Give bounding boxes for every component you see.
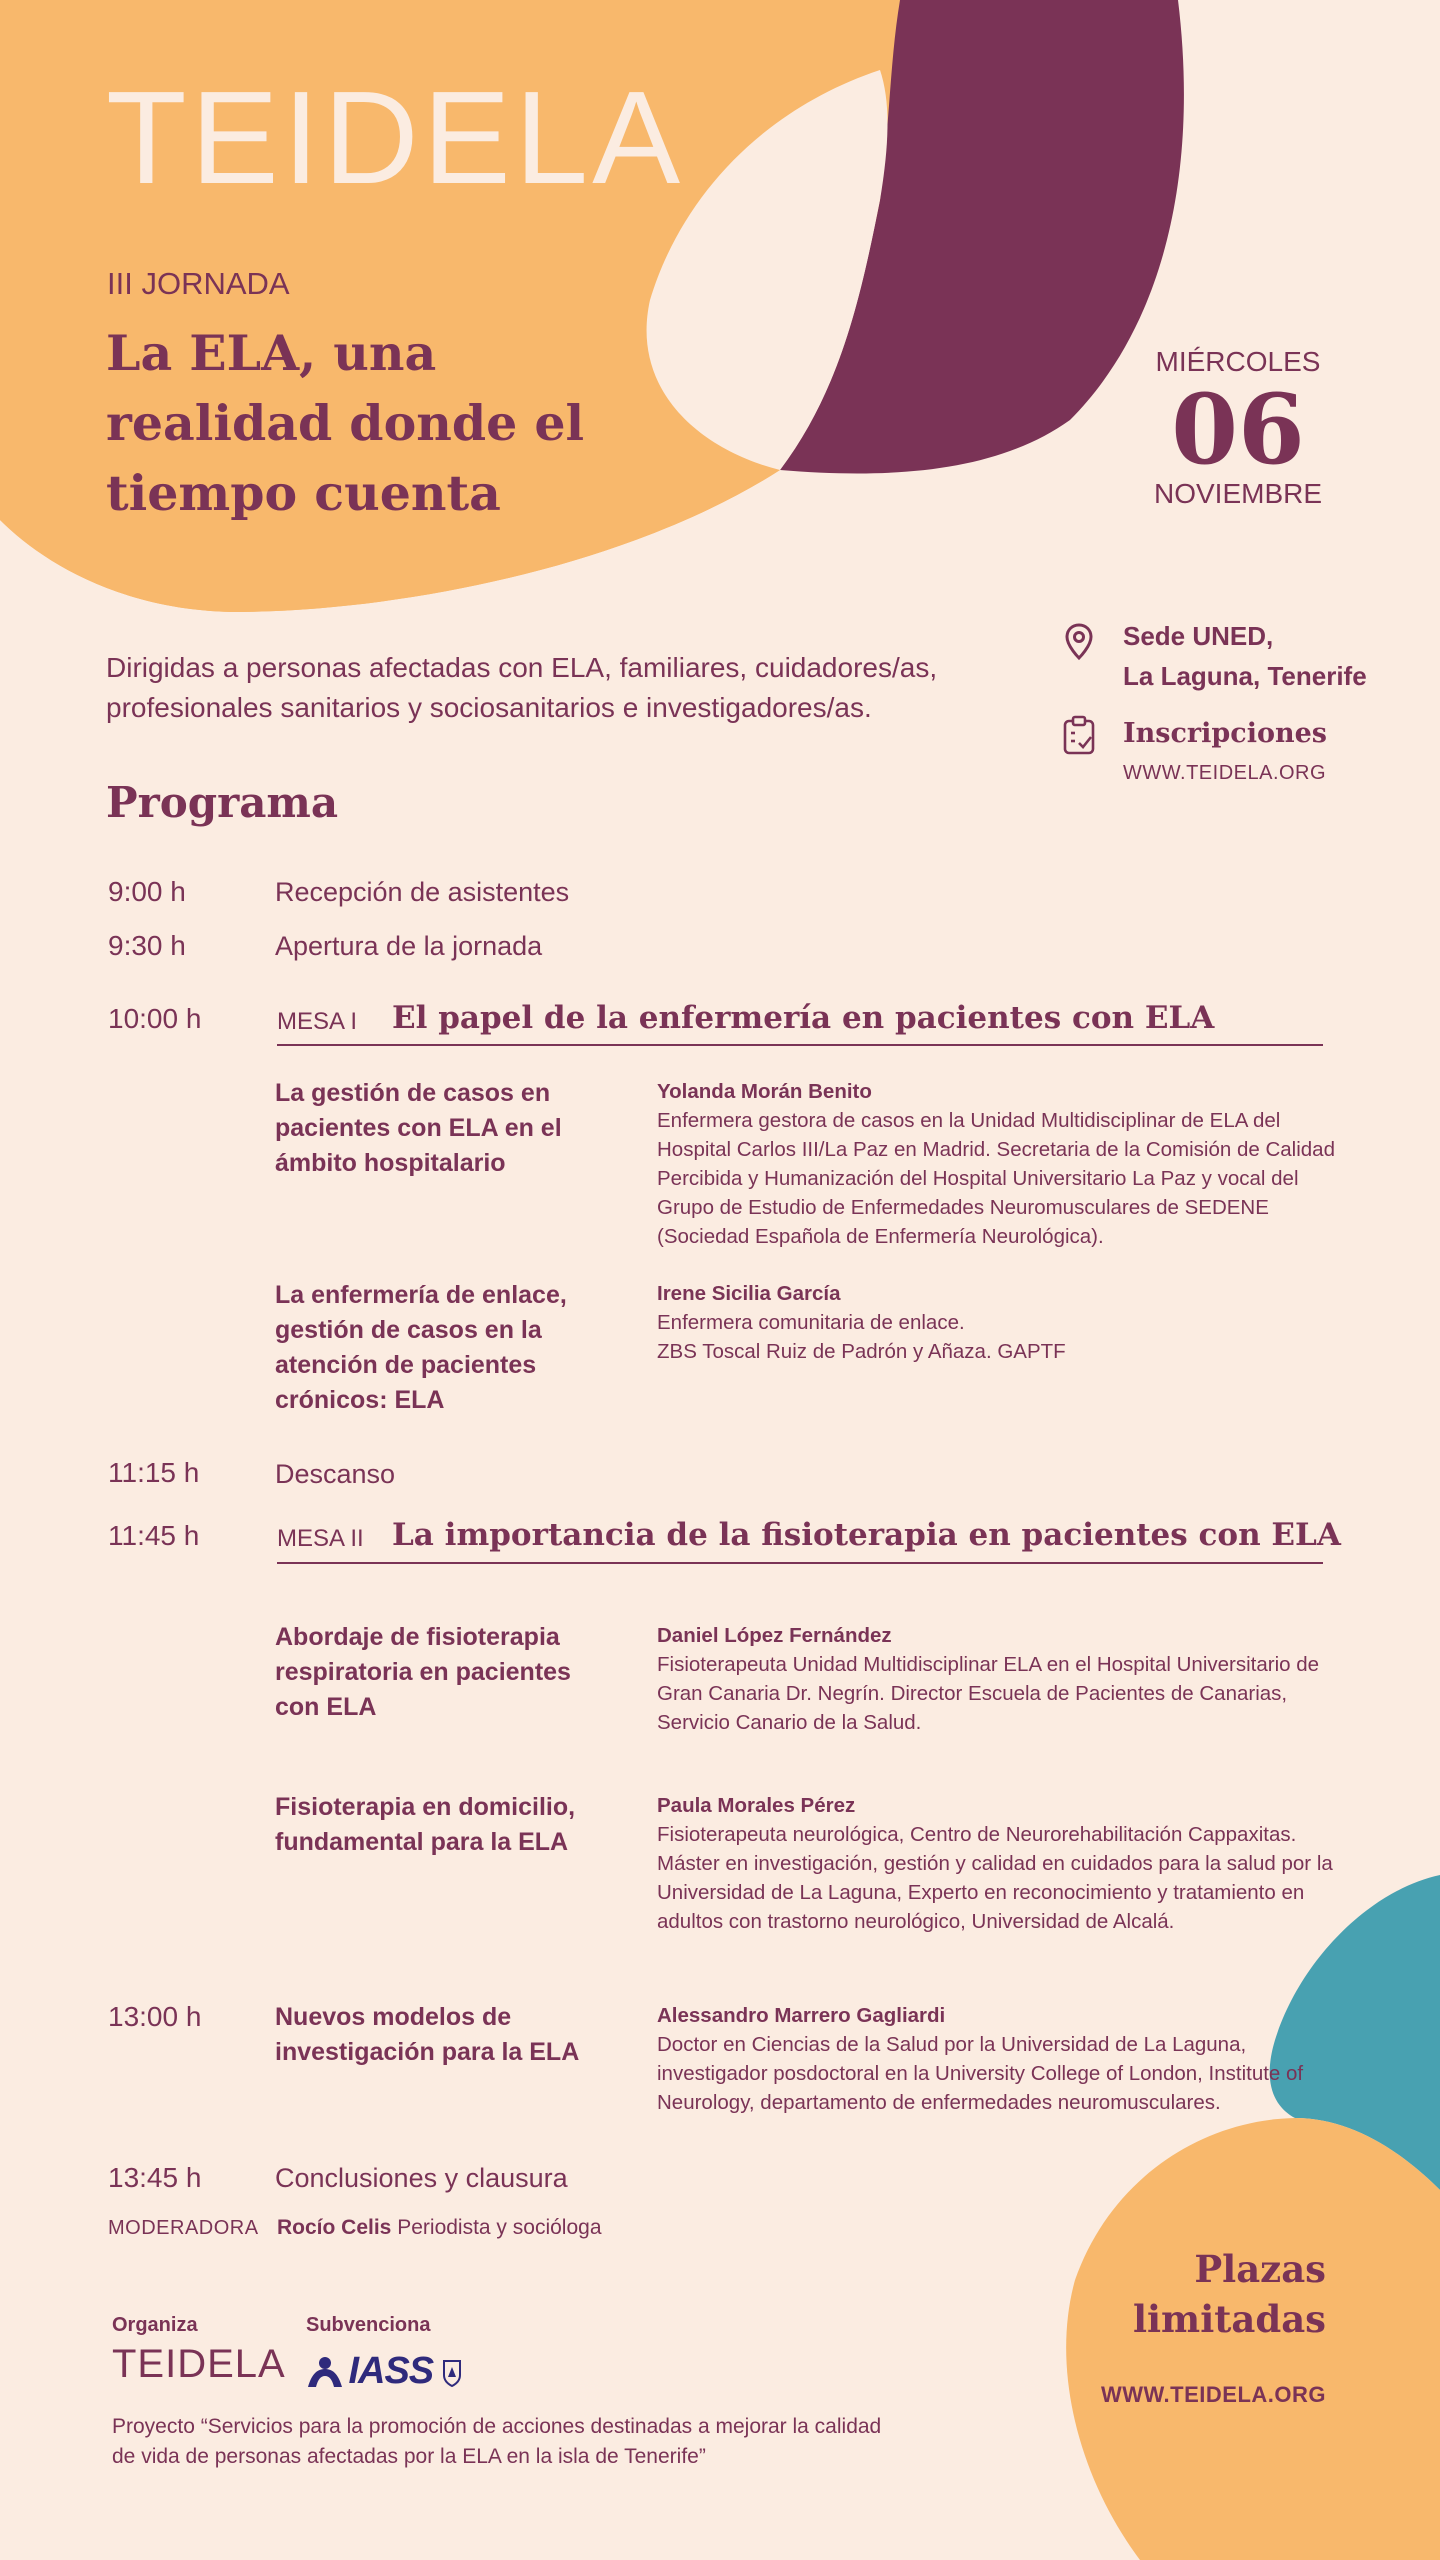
talk-topic: La gestión de casos en pacientes con ELA en el ámbito hospitalario — [275, 1079, 562, 1177]
moderator-label: MODERADORA — [108, 2217, 259, 2239]
speaker-name: Yolanda Morán Benito — [657, 1080, 872, 1103]
clipboard-check-icon — [1061, 715, 1097, 757]
moderator-name: Rocío Celis — [277, 2216, 392, 2239]
mesa2-title: La importancia de la fisioterapia en pacientes con ELA — [392, 1517, 1341, 1553]
organizer-logo: TEIDELA — [112, 2342, 286, 2386]
moderator — [277, 2216, 602, 2240]
registration-label: Inscripciones — [1123, 718, 1327, 749]
time-1300: 13:00 h — [108, 2001, 202, 2032]
time-1345: 13:45 h — [108, 2162, 202, 2193]
activity-reception: Recepción de asistentes — [275, 877, 570, 907]
limited-seats — [1050, 2244, 1326, 2344]
venue — [1123, 616, 1367, 696]
mesa1-label: MESA I — [277, 1008, 358, 1035]
limited-seats-line2: limitadas — [1132, 2297, 1326, 2341]
speaker-bio — [657, 1077, 1347, 1251]
speaker-name: Alessandro Marrero Gagliardi — [657, 2004, 946, 2027]
venue-line1: Sede UNED, — [1123, 621, 1274, 651]
speaker-description: Fisioterapeuta neurológica, Centro de Neurorehabilitación Cappaxitas. Máster en investigación, gestión y calidad en cuidados para la salud por la Universidad de La Laguna, Experto en reconocimiento y tratamiento en adultos con trastorno neurológico, Universidad de Alcalá. — [657, 1823, 1333, 1933]
organiza-label: Organiza — [112, 2314, 198, 2336]
event-edition: III JORNADA — [107, 266, 290, 301]
speaker-description: Doctor en Ciencias de la Salud por la Universidad de La Laguna, investigador posdoctoral en la University College of London, Institute of Neurology, departamento de enfermedades neuromusculares. — [657, 2033, 1304, 2114]
event-month: NOVIEMBRE — [1153, 478, 1323, 509]
speaker-bio — [657, 2001, 1347, 2117]
program-title: Programa — [106, 778, 339, 827]
time-0930: 9:30 h — [108, 930, 186, 961]
event-date — [1110, 346, 1366, 510]
brand-logo: TEIDELA — [106, 64, 685, 211]
iass-logo — [306, 2350, 462, 2393]
tenerife-shield-icon — [442, 2357, 462, 2387]
speaker-description: Fisioterapeuta Unidad Multidisciplinar ELA en el Hospital Universitario de Gran Canaria Dr. Negrín. Director Escuela de Pacientes de Canarias, Servicio Canario de la Salud. — [657, 1653, 1320, 1734]
moderator-role: Periodista y socióloga — [397, 2216, 602, 2239]
mesa1-title: El papel de la enfermería en pacientes con ELA — [392, 1000, 1215, 1036]
speaker-bio — [657, 1621, 1347, 1737]
talk-topic: La enfermería de enlace, gestión de casos en la atención de pacientes crónicos: ELA — [275, 1281, 567, 1414]
venue-line2: La Laguna, Tenerife — [1123, 661, 1367, 691]
time-1145: 11:45 h — [108, 1520, 200, 1551]
location-pin-icon — [1062, 622, 1096, 662]
mesa2-label: MESA II — [277, 1525, 364, 1552]
time-0900: 9:00 h — [108, 876, 186, 907]
speaker-bio — [657, 1279, 1347, 1366]
speaker-name: Daniel López Fernández — [657, 1624, 892, 1647]
registration-url[interactable]: WWW.TEIDELA.ORG — [1123, 762, 1327, 784]
activity-opening: Apertura de la jornada — [275, 931, 543, 961]
iass-figure-icon — [306, 2355, 344, 2389]
event-title: La ELA, una realidad donde el tiempo cuenta — [106, 324, 585, 522]
activity-break: Descanso — [275, 1459, 396, 1489]
mesa2-divider — [277, 1562, 1323, 1564]
mesa1-divider — [277, 1044, 1323, 1046]
event-weekday: MIÉRCOLES — [1155, 346, 1321, 377]
speaker-description: Enfermera gestora de casos en la Unidad Multidisciplinar de ELA del Hospital Carlos III/La Paz en Madrid. Secretaria de la Comisión de Calidad Percibida y Humanización del Hospital Universitario La Paz y vocal del Grupo de Estudio de Enfermedades Neuromusculares de SEDENE (Sociedad Española de Enfermería Neurológica). — [657, 1109, 1335, 1248]
activity-closing: Conclusiones y clausura — [275, 2163, 568, 2193]
time-1115: 11:15 h — [108, 1457, 200, 1488]
speaker-description: ZBS Toscal Ruiz de Padrón y Añaza. GAPTF — [657, 1340, 1066, 1363]
speaker-description: Enfermera comunitaria de enlace. — [657, 1311, 965, 1334]
website-link[interactable]: WWW.TEIDELA.ORG — [1100, 2382, 1326, 2407]
talk-topic: Fisioterapia en domicilio, fundamental para la ELA — [275, 1793, 576, 1856]
project-description: Proyecto “Servicios para la promoción de acciones destinadas a mejorar la calidad de vida de personas afectadas por la ELA en la isla de Tenerife” — [112, 2415, 882, 2468]
iass-wordmark: IASS — [348, 2350, 434, 2392]
limited-seats-line1: Plazas — [1194, 2247, 1326, 2291]
audience-text: Dirigidas a personas afectadas con ELA, familiares, cuidadores/as, profesionales sanitarios y sociosanitarios e investigadores/as. — [106, 652, 938, 723]
subvenciona-label: Subvenciona — [306, 2314, 431, 2336]
talk-topic: Abordaje de fisioterapia respiratoria en pacientes con ELA — [275, 1623, 571, 1721]
talk-topic: Nuevos modelos de investigación para la ELA — [275, 2003, 580, 2066]
time-1000: 10:00 h — [108, 1003, 202, 1034]
event-day: 06 — [1171, 373, 1305, 486]
speaker-name: Irene Sicilia García — [657, 1282, 841, 1305]
speaker-name: Paula Morales Pérez — [657, 1794, 856, 1817]
speaker-bio — [657, 1791, 1347, 1936]
